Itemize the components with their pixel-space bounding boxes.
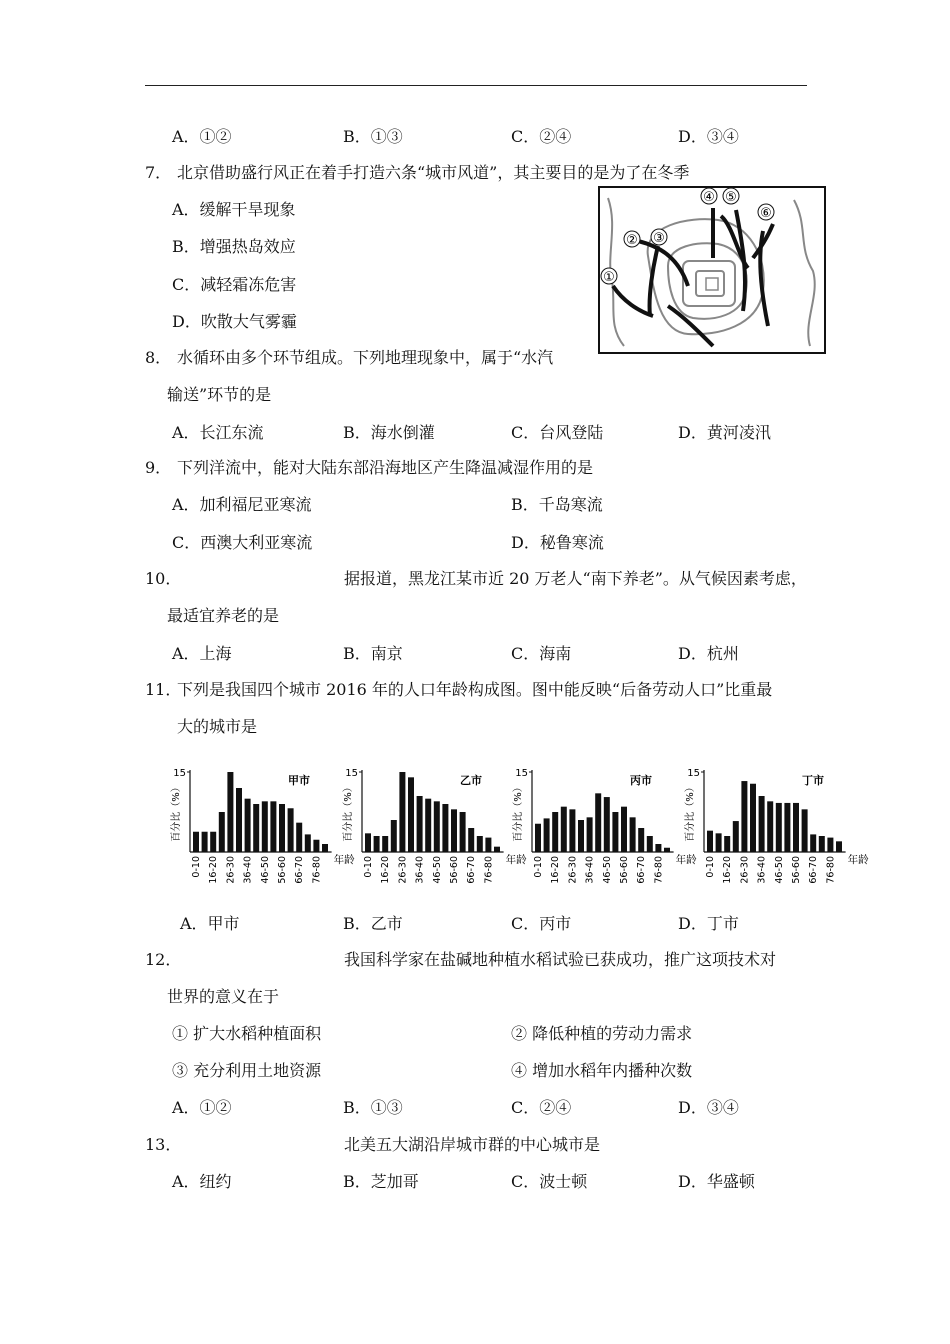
bar <box>494 847 500 852</box>
q12-option-a[interactable]: A．①② <box>172 1098 232 1117</box>
bar <box>827 838 833 852</box>
bar <box>836 841 842 852</box>
bar <box>793 803 799 852</box>
bar <box>759 796 765 852</box>
q12-item-1: ① 扩大水稻种植面积 <box>172 1024 322 1043</box>
bar <box>451 809 457 852</box>
q12-stem-line2: 世界的意义在于 <box>167 987 280 1006</box>
bar <box>655 844 661 852</box>
x-tick-label: 16-20 <box>380 856 392 884</box>
x-tick-label: 16-20 <box>722 856 734 884</box>
q9-option-d[interactable]: D．秘鲁寒流 <box>511 533 604 552</box>
bar <box>587 817 593 852</box>
q6-option-d[interactable]: D．③④ <box>678 127 739 146</box>
bar <box>434 801 440 852</box>
bar <box>741 781 747 852</box>
bar <box>776 803 782 852</box>
bar <box>245 799 251 852</box>
bar <box>578 820 584 852</box>
bar <box>750 784 756 852</box>
chart-title: 乙市 <box>460 774 482 787</box>
q8-option-b[interactable]: B．海水倒灌 <box>343 423 435 442</box>
bar <box>374 836 380 852</box>
bar <box>262 801 268 852</box>
x-tick-label: 0-10 <box>191 856 202 878</box>
y-tick-label: 15 <box>173 768 186 779</box>
bar <box>236 788 242 852</box>
q12-option-b[interactable]: B．①③ <box>343 1098 403 1117</box>
x-tick-label: 66-70 <box>294 856 306 884</box>
bar <box>802 809 808 852</box>
x-tick-label: 36-40 <box>756 856 768 884</box>
x-axis-label: 年龄 <box>675 854 697 866</box>
bar <box>561 807 567 852</box>
header-rule <box>145 85 807 86</box>
q8-option-c[interactable]: C．台风登陆 <box>511 423 604 442</box>
map-label-4: ④ <box>703 190 715 205</box>
y-axis-label: 百分比（%） <box>513 782 524 842</box>
q7-option-d[interactable]: D．吹散大气雾霾 <box>172 312 297 331</box>
x-tick-label: 26-30 <box>225 856 237 884</box>
map-label-5: ⑤ <box>725 190 737 205</box>
x-axis-label: 年龄 <box>847 854 869 866</box>
x-tick-label: 46-50 <box>601 856 613 884</box>
bar <box>664 848 670 852</box>
q13-option-d[interactable]: D．华盛顿 <box>678 1172 755 1191</box>
y-axis-label: 百分比（%） <box>685 782 696 842</box>
bar <box>552 812 558 852</box>
q9-option-b[interactable]: B．千岛寒流 <box>511 495 603 514</box>
q11-number: 11． <box>145 680 182 699</box>
x-tick-label: 36-40 <box>242 856 254 884</box>
bar <box>253 804 259 852</box>
bar <box>716 833 722 852</box>
q9-option-c[interactable]: C．西澳大利亚寒流 <box>172 533 313 552</box>
bar <box>288 808 294 852</box>
bar <box>417 796 423 852</box>
q6-option-c[interactable]: C．②④ <box>511 127 572 146</box>
x-axis-label: 年龄 <box>333 854 355 866</box>
bar <box>784 803 790 852</box>
q12-number: 12． <box>145 950 182 969</box>
q12-item-2: ② 降低种植的劳动力需求 <box>511 1024 693 1043</box>
bar <box>612 812 618 852</box>
bar <box>485 838 491 852</box>
q13-option-b[interactable]: B．芝加哥 <box>343 1172 419 1191</box>
q11-stem-line1: 下列是我国四个城市 2016 年的人口年龄构成图。图中能反映“后备劳动人口”比重最 <box>177 680 773 699</box>
x-tick-label: 76-80 <box>483 856 495 884</box>
age-chart-jia <box>170 760 355 890</box>
q8-option-a[interactable]: A．长江东流 <box>172 423 264 442</box>
y-axis-label: 百分比（%） <box>171 782 182 842</box>
q11-stem-line2: 大的城市是 <box>177 717 258 736</box>
bar <box>442 804 448 852</box>
q13-option-a[interactable]: A．纽约 <box>172 1172 232 1191</box>
x-tick-label: 26-30 <box>739 856 751 884</box>
beijing-wind-corridor-map <box>598 186 826 354</box>
bar <box>569 809 575 852</box>
q8-stem-line2: 输送”环节的是 <box>167 385 272 404</box>
bar <box>535 824 541 852</box>
q12-option-c[interactable]: C．②④ <box>511 1098 572 1117</box>
bar <box>193 832 199 852</box>
q12-item-3: ③ 充分利用土地资源 <box>172 1061 322 1080</box>
bar <box>365 833 371 852</box>
q7-option-c[interactable]: C．减轻霜冻危害 <box>172 275 297 294</box>
x-tick-label: 76-80 <box>825 856 837 884</box>
q13-option-c[interactable]: C．波士顿 <box>511 1172 588 1191</box>
q13-number: 13． <box>145 1135 182 1154</box>
bar <box>296 823 302 852</box>
bar <box>210 832 216 852</box>
bar <box>399 772 405 852</box>
bar <box>305 834 311 852</box>
x-tick-label: 46-50 <box>773 856 785 884</box>
x-tick-label: 26-30 <box>567 856 579 884</box>
bar <box>270 801 276 852</box>
bar <box>638 828 644 852</box>
q9-option-a[interactable]: A．加利福尼亚寒流 <box>172 495 312 514</box>
bar <box>391 820 397 852</box>
bar <box>647 836 653 852</box>
x-tick-label: 76-80 <box>653 856 665 884</box>
bar <box>227 772 233 852</box>
q10-option-a[interactable]: A．上海 <box>172 644 232 663</box>
x-tick-label: 66-70 <box>808 856 820 884</box>
bar <box>819 836 825 852</box>
q11-option-a[interactable]: A．甲市 <box>180 914 240 933</box>
map-label-2: ② <box>626 233 638 248</box>
bar <box>810 834 816 852</box>
q12-item-4: ④ 增加水稻年内播种次数 <box>511 1061 693 1080</box>
bar <box>322 844 328 852</box>
bar <box>477 836 483 852</box>
q7-stem: 北京借助盛行风正在着手打造六条“城市风道”，其主要目的是为了在冬季 <box>177 163 690 182</box>
q9-stem: 下列洋流中，能对大陆东部沿海地区产生降温减湿作用的是 <box>177 458 594 477</box>
q8-stem-line1: 水循环由多个环节组成。下列地理现象中，属于“水汽 <box>177 348 554 367</box>
bar <box>408 777 414 852</box>
q9-number: 9． <box>145 458 172 477</box>
chart-title: 甲市 <box>288 774 310 787</box>
x-tick-label: 0-10 <box>705 856 716 878</box>
x-tick-label: 36-40 <box>584 856 596 884</box>
bar <box>767 801 773 852</box>
y-axis-label: 百分比（%） <box>343 782 354 842</box>
x-tick-label: 16-20 <box>208 856 220 884</box>
map-label-6: ⑥ <box>760 206 772 221</box>
q10-option-b[interactable]: B．南京 <box>343 644 403 663</box>
x-tick-label: 76-80 <box>311 856 323 884</box>
q10-option-d[interactable]: D．杭州 <box>678 644 739 663</box>
x-axis-label: 年龄 <box>505 854 527 866</box>
chart-title: 丁市 <box>802 774 824 787</box>
q6-option-a[interactable]: A．①② <box>172 127 232 146</box>
q11-option-d[interactable]: D．丁市 <box>678 914 739 933</box>
bar <box>219 812 225 852</box>
x-tick-label: 46-50 <box>259 856 271 884</box>
map-label-1: ① <box>603 270 615 285</box>
q6-option-b[interactable]: B．①③ <box>343 127 403 146</box>
bar <box>460 812 466 852</box>
map-label-3: ③ <box>653 231 665 246</box>
q10-stem-line1: 据报道，黑龙江某市近 20 万老人“南下养老”。从气候因素考虑， <box>344 569 807 588</box>
bar <box>621 807 627 852</box>
x-tick-label: 66-70 <box>466 856 478 884</box>
x-tick-label: 66-70 <box>636 856 648 884</box>
q12-option-d[interactable]: D．③④ <box>678 1098 739 1117</box>
bar <box>604 797 610 852</box>
x-tick-label: 56-60 <box>619 856 630 884</box>
bar <box>313 840 319 852</box>
bar <box>382 836 388 852</box>
q13-stem: 北美五大湖沿岸城市群的中心城市是 <box>344 1135 601 1154</box>
y-tick-label: 15 <box>687 768 700 779</box>
q7-number: 7． <box>145 163 172 182</box>
q10-number: 10． <box>145 569 182 588</box>
q12-stem-line1: 我国科学家在盐碱地种植水稻试验已获成功，推广这项技术对 <box>344 950 777 969</box>
q8-number: 8． <box>145 348 172 367</box>
bar <box>724 836 730 852</box>
q8-option-d[interactable]: D．黄河凌汛 <box>678 423 771 442</box>
age-chart-ding <box>684 760 869 890</box>
x-tick-label: 0-10 <box>533 856 544 878</box>
x-tick-label: 0-10 <box>363 856 374 878</box>
age-chart-bing <box>512 760 697 890</box>
y-tick-label: 15 <box>345 768 358 779</box>
bar <box>595 793 601 852</box>
bar <box>544 818 550 852</box>
bar <box>733 821 739 852</box>
bar <box>425 799 431 852</box>
bar <box>279 804 285 852</box>
chart-title: 丙市 <box>630 774 652 787</box>
x-tick-label: 56-60 <box>449 856 460 884</box>
q10-option-c[interactable]: C．海南 <box>511 644 572 663</box>
bar <box>202 832 208 852</box>
q7-option-a[interactable]: A．缓解干旱现象 <box>172 200 296 219</box>
q11-option-c[interactable]: C．丙市 <box>511 914 572 933</box>
age-chart-yi <box>342 760 527 890</box>
x-tick-label: 56-60 <box>791 856 802 884</box>
x-tick-label: 26-30 <box>397 856 409 884</box>
x-tick-label: 56-60 <box>277 856 288 884</box>
x-tick-label: 36-40 <box>414 856 426 884</box>
bar <box>707 831 713 852</box>
y-tick-label: 15 <box>515 768 528 779</box>
bar <box>468 828 474 852</box>
x-tick-label: 46-50 <box>431 856 443 884</box>
bar <box>630 817 636 852</box>
q10-stem-line2: 最适宜养老的是 <box>167 606 280 625</box>
q11-option-b[interactable]: B．乙市 <box>343 914 403 933</box>
q7-option-b[interactable]: B．增强热岛效应 <box>172 237 296 256</box>
x-tick-label: 16-20 <box>550 856 562 884</box>
